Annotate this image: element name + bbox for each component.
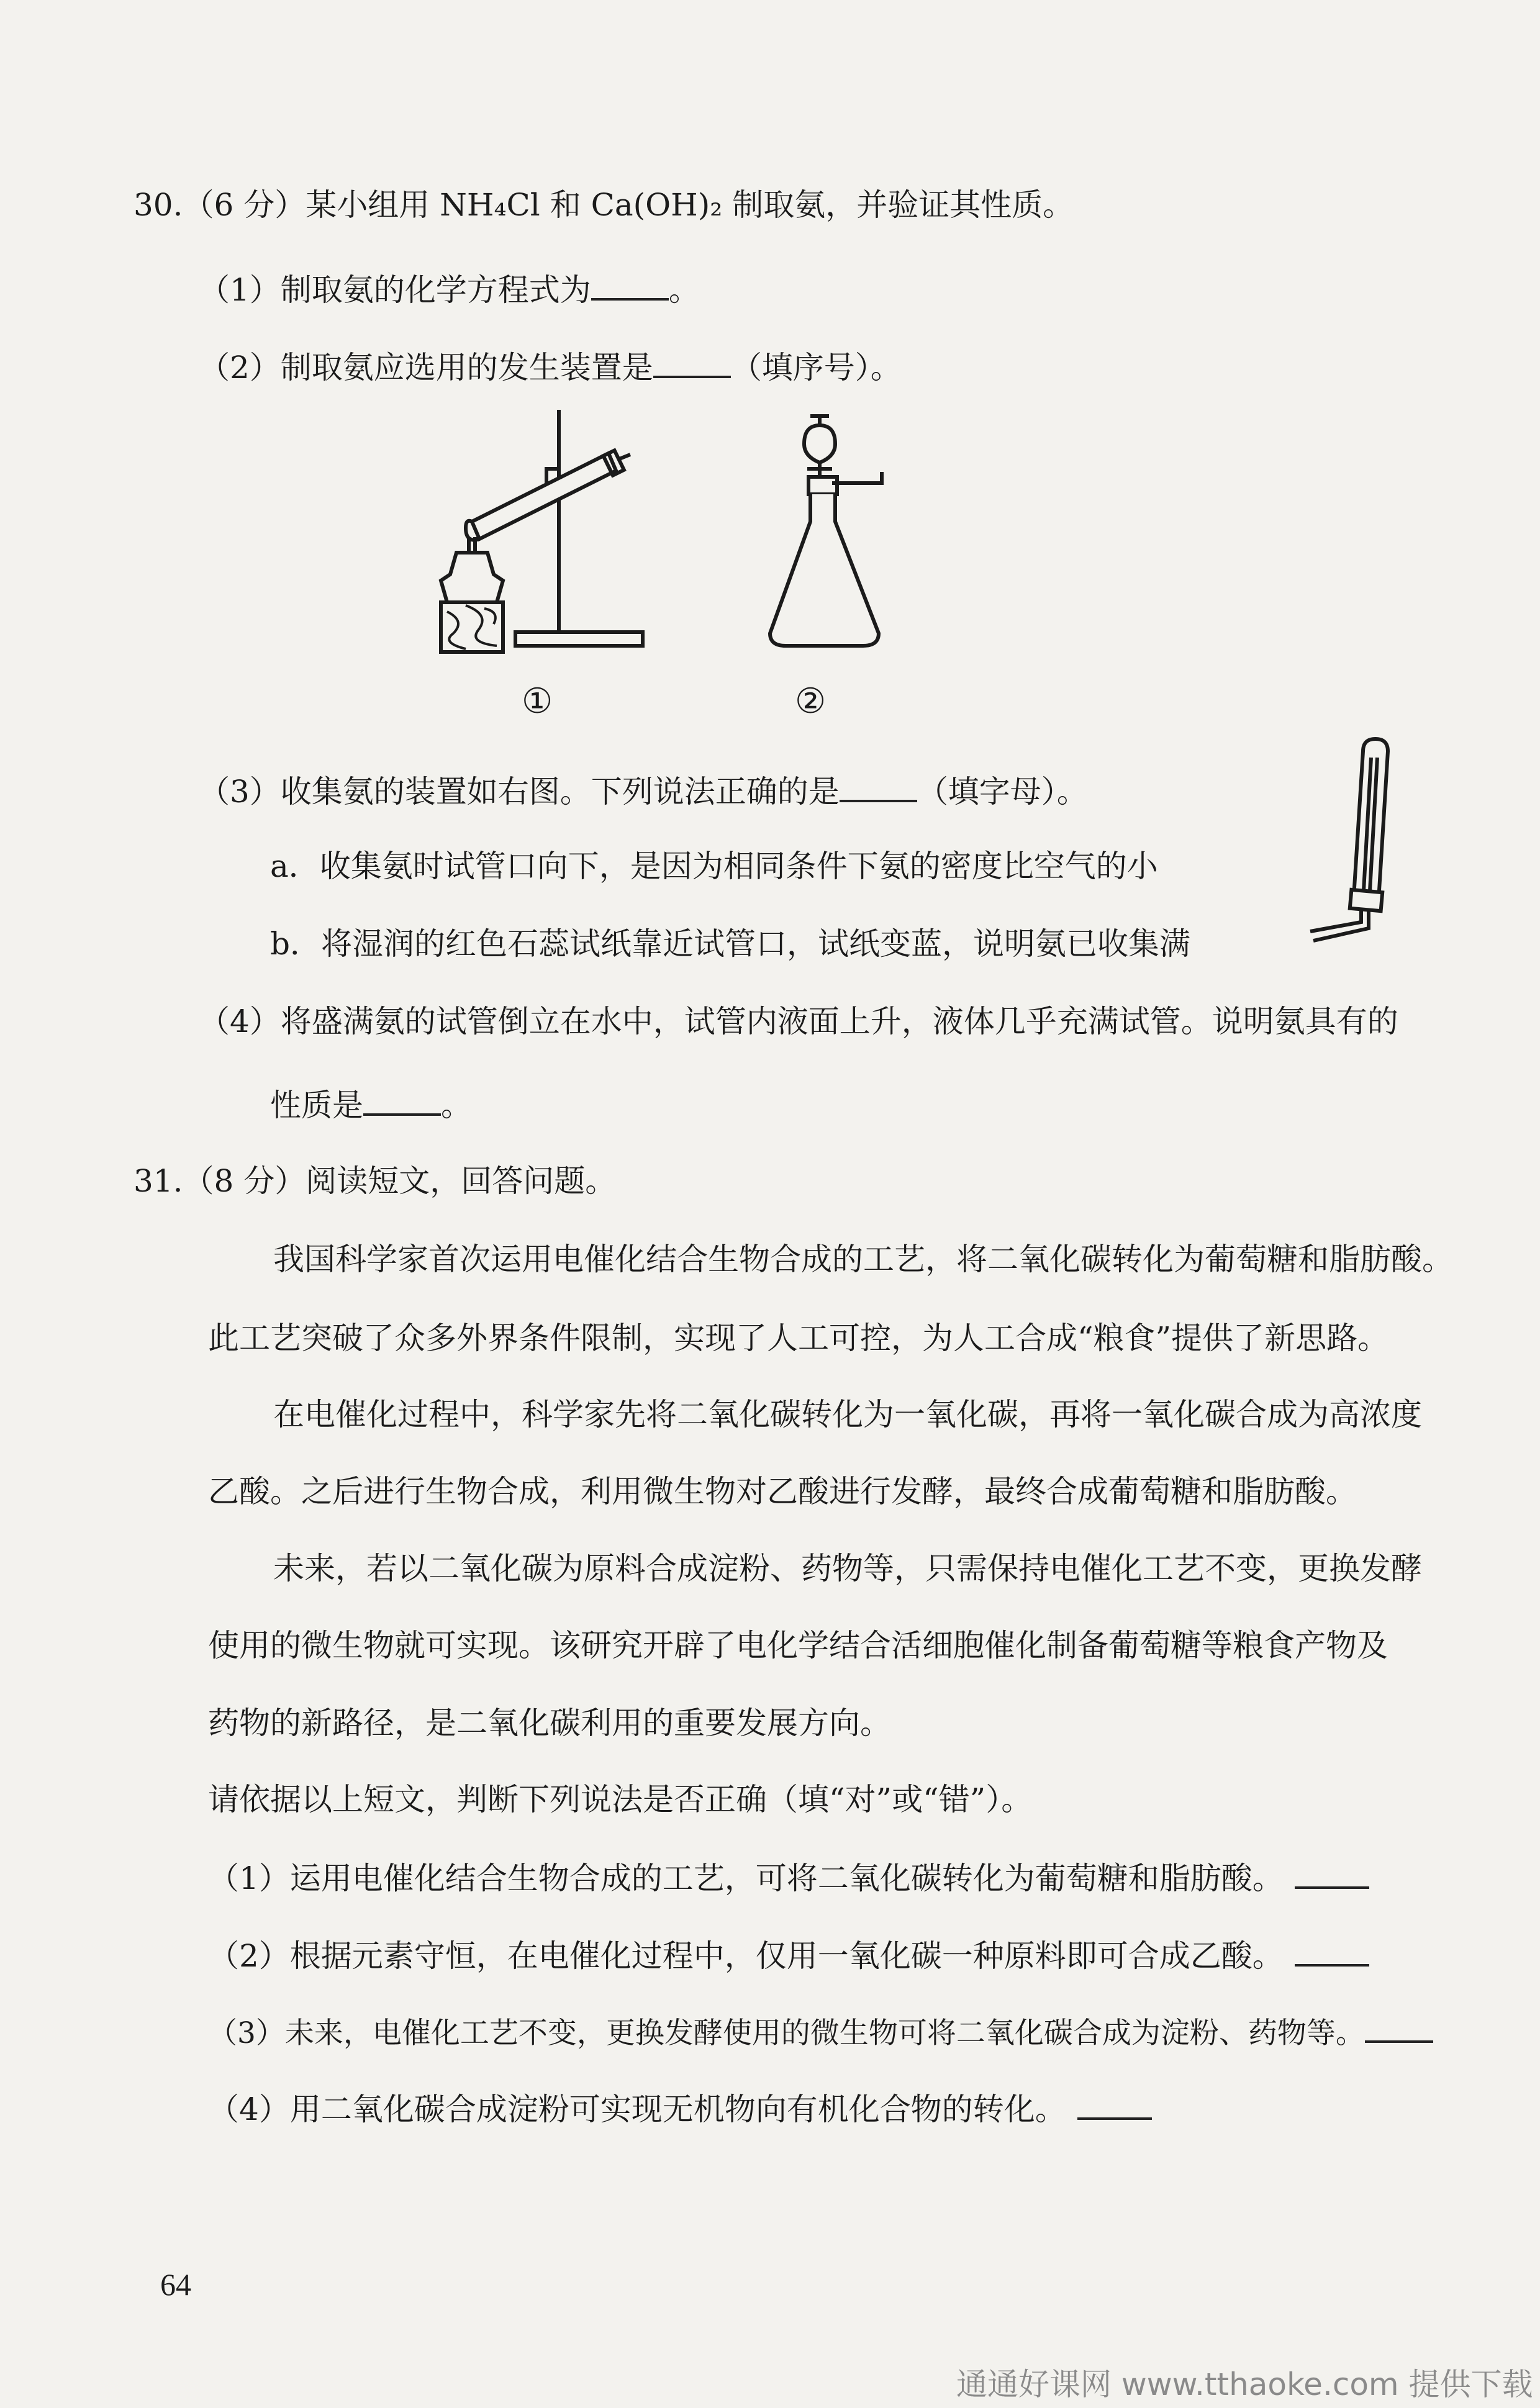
q30-part4-line1: （4）将盛满氨的试管倒立在水中，试管内液面上升，液体几乎充满试管。说明氨具有的 bbox=[199, 1003, 1398, 1039]
passage-para1-line2: 此工艺突破了众多外界条件限制，实现了人工可控，为人工合成“粮食”提供了新思路。 bbox=[208, 1320, 1389, 1356]
q30-part2-tail: （填序号）。 bbox=[730, 350, 902, 386]
answer-blank[interactable] bbox=[1365, 2011, 1433, 2043]
q30-part3-tail: （填字母）。 bbox=[917, 774, 1088, 810]
q30-points: （6 分） bbox=[183, 187, 306, 223]
q30-part3-text: （3）收集氨的装置如右图。下列说法正确的是 bbox=[199, 774, 840, 810]
q31-statement-1-text: （1）运用电催化结合生物合成的工艺，可将二氧化碳转化为葡萄糖和脂肪酸。 bbox=[208, 1860, 1284, 1896]
q31-points: （8 分） bbox=[183, 1163, 306, 1199]
q31-stem-text: 阅读短文，回答问题。 bbox=[306, 1163, 617, 1199]
answer-blank[interactable] bbox=[1295, 1857, 1369, 1889]
q30-option-b: b．将湿润的红色石蕊试纸靠近试管口，试纸变蓝，说明氨已收集满 bbox=[270, 926, 1191, 962]
q30-part4-text: 性质是 bbox=[270, 1087, 363, 1123]
q31-statement-3 bbox=[208, 2011, 1433, 2052]
passage-para3-line1: 未来，若以二氧化碳为原料合成淀粉、药物等，只需保持电催化工艺不变，更换发酵 bbox=[273, 1550, 1422, 1586]
q31-stem bbox=[134, 1162, 616, 1200]
apparatus-ammonia-collection bbox=[1292, 733, 1416, 956]
q30-part1-tail: 。 bbox=[668, 272, 700, 308]
q30-stem bbox=[134, 186, 1074, 224]
apparatus-2-flask-with-funnel bbox=[758, 410, 894, 658]
figure-label-1: ① bbox=[522, 681, 553, 722]
answer-blank[interactable] bbox=[653, 346, 731, 378]
q30-part1 bbox=[199, 268, 700, 309]
passage-para2-line1: 在电催化过程中，科学家先将二氧化碳转化为一氧化碳，再将一氧化碳合成为高浓度 bbox=[273, 1396, 1422, 1433]
page-number: 64 bbox=[160, 2267, 191, 2302]
q31-statement-4 bbox=[208, 2088, 1152, 2128]
answer-blank[interactable] bbox=[1077, 2088, 1152, 2120]
answer-blank[interactable] bbox=[840, 770, 917, 802]
q30-stem-text: 某小组用 NH₄Cl 和 Ca(OH)₂ 制取氨，并验证其性质。 bbox=[306, 187, 1074, 223]
q31-instruction: 请依据以上短文，判断下列说法是否正确（填“对”或“错”）。 bbox=[208, 1781, 1033, 1817]
passage-para3-line3: 药物的新路径，是二氧化碳利用的重要发展方向。 bbox=[208, 1705, 891, 1741]
q31-number: 31. bbox=[134, 1163, 183, 1199]
figure-label-2: ② bbox=[795, 681, 827, 722]
answer-blank[interactable] bbox=[591, 268, 669, 301]
footer-watermark: 通通好课网 www.tthaoke.com 提供下载 bbox=[956, 2366, 1533, 2402]
q30-part4-tail: 。 bbox=[441, 1087, 472, 1123]
q30-part2-text: （2）制取氨应选用的发生装置是 bbox=[199, 350, 653, 386]
apparatus-1-heating-test-tube bbox=[428, 397, 652, 664]
q30-part3 bbox=[199, 770, 1088, 810]
answer-blank[interactable] bbox=[363, 1084, 441, 1116]
q31-statement-4-text: （4）用二氧化碳合成淀粉可实现无机物向有机化合物的转化。 bbox=[208, 2091, 1066, 2127]
q30-part2 bbox=[199, 346, 902, 386]
q31-statement-3-text: （3）未来，电催化工艺不变，更换发酵使用的微生物可将二氧化碳合成为淀粉、药物等。 bbox=[208, 2016, 1365, 2050]
q30-option-a: a．收集氨时试管口向下，是因为相同条件下氨的密度比空气的小 bbox=[270, 848, 1158, 884]
answer-blank[interactable] bbox=[1295, 1934, 1369, 1967]
passage-para1-line1: 我国科学家首次运用电催化结合生物合成的工艺，将二氧化碳转化为葡萄糖和脂肪酸。 bbox=[273, 1241, 1453, 1277]
passage-para2-line2: 乙酸。之后进行生物合成，利用微生物对乙酸进行发酵，最终合成葡萄糖和脂肪酸。 bbox=[208, 1473, 1357, 1510]
passage-para3-line2: 使用的微生物就可实现。该研究开辟了电化学结合活细胞催化制备葡萄糖等粮食产物及 bbox=[208, 1627, 1388, 1663]
q30-part4-line2 bbox=[270, 1084, 472, 1124]
q31-statement-2-text: （2）根据元素守恒，在电催化过程中，仅用一氧化碳一种原料即可合成乙酸。 bbox=[208, 1938, 1284, 1974]
q30-number: 30. bbox=[134, 187, 183, 223]
q31-statement-2 bbox=[208, 1934, 1369, 1975]
q31-statement-1 bbox=[208, 1857, 1369, 1897]
q30-part1-text: （1）制取氨的化学方程式为 bbox=[199, 272, 591, 308]
